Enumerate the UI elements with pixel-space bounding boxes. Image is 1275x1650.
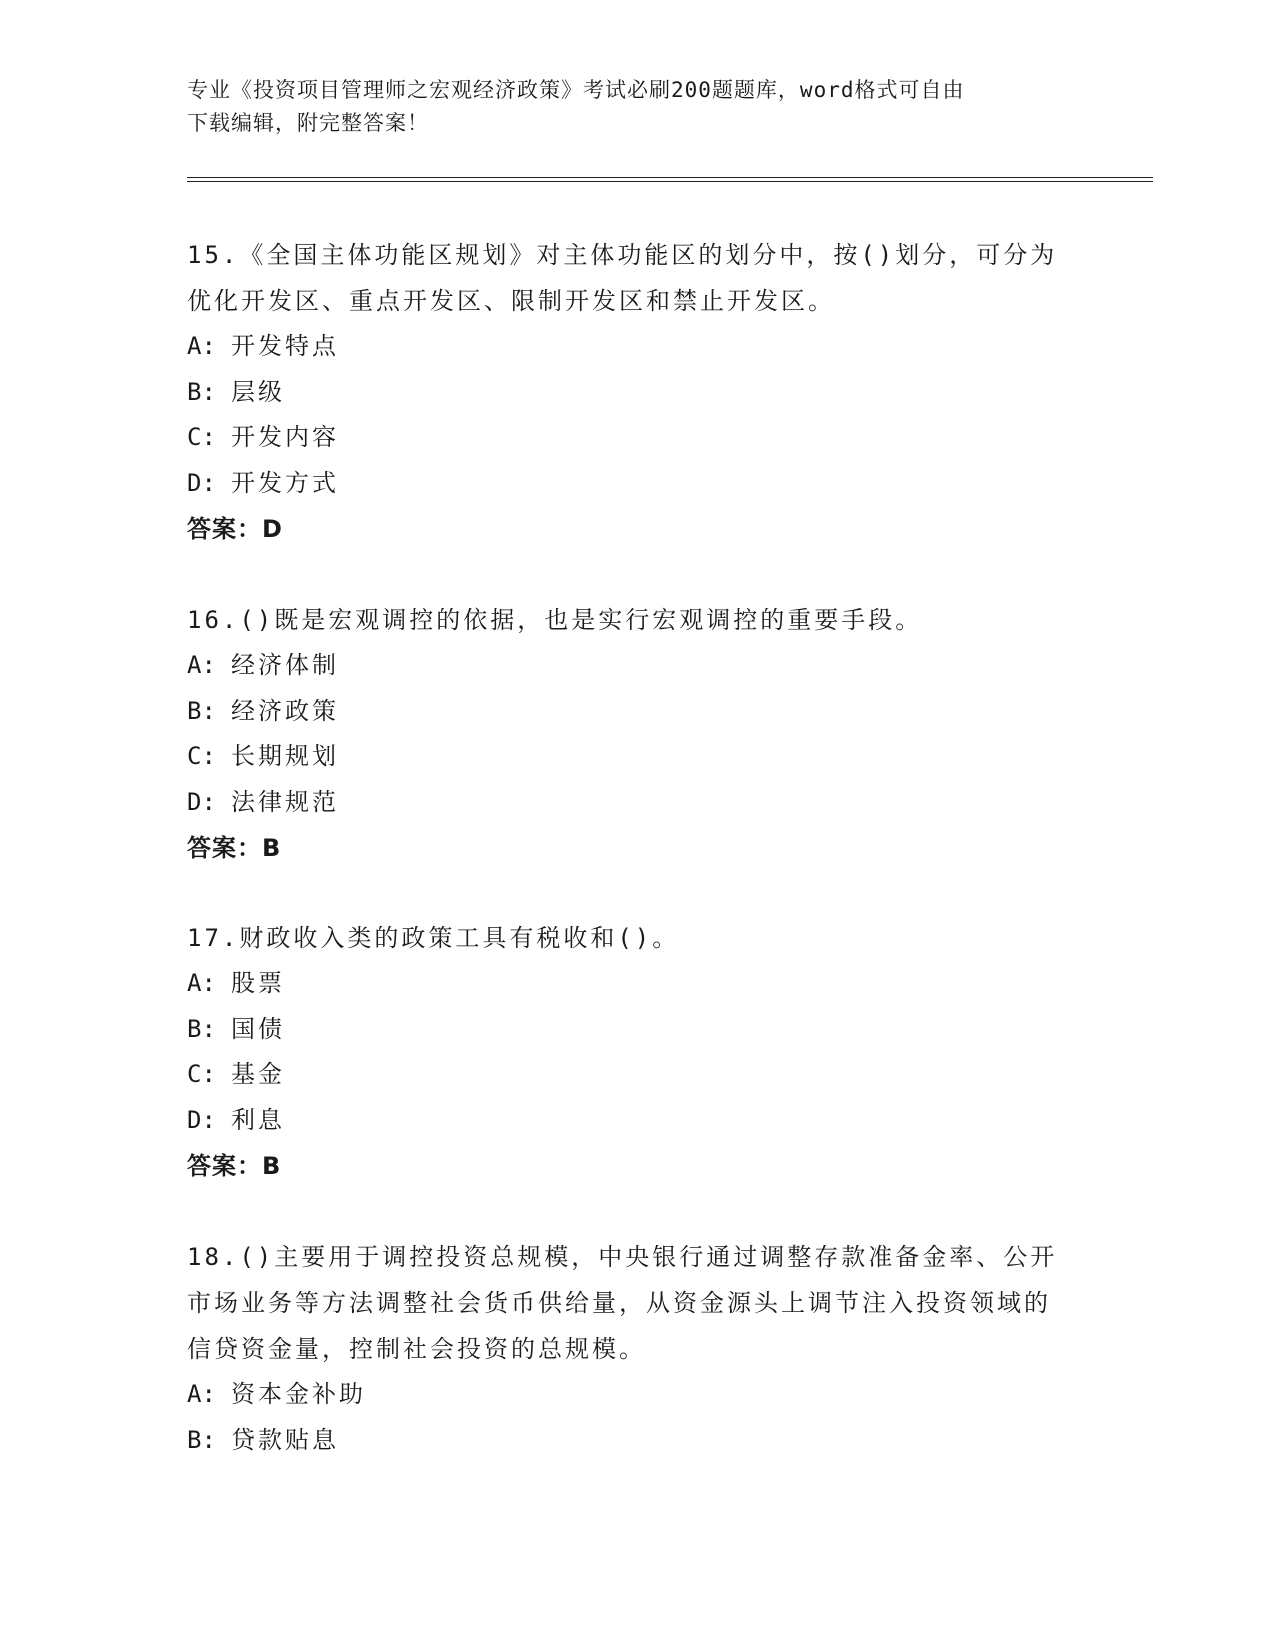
question-text: ()既是宏观调控的依据，也是实行宏观调控的重要手段。 <box>239 606 923 634</box>
option-text: 经济体制 <box>231 651 339 679</box>
question-number: 17. <box>187 924 240 952</box>
option-label: A: <box>187 1380 216 1408</box>
option-label: B: <box>187 1014 216 1043</box>
option-a <box>187 643 1067 689</box>
option-label: A: <box>187 651 216 679</box>
option-text: 贷款贴息 <box>231 1425 339 1454</box>
option-text: 长期规划 <box>231 742 339 770</box>
option-a <box>187 324 1067 370</box>
option-label: C: <box>187 1060 216 1088</box>
header-line-2: 下载编辑，附完整答案！ <box>187 111 429 135</box>
header-divider-bottom <box>187 181 1153 182</box>
question-number: 18. <box>187 1243 240 1271</box>
option-d <box>187 1098 1067 1144</box>
question-text: 《全国主体功能区规划》对主体功能区的划分中，按()划分，可分为优化开发区、重点开发区、限制开发区和禁止开发区。 <box>187 241 1058 315</box>
option-label: D: <box>187 468 216 497</box>
option-text: 开发方式 <box>231 468 339 497</box>
option-b <box>187 1007 1067 1053</box>
question-17 <box>187 915 1067 1189</box>
option-b <box>187 689 1067 735</box>
option-b <box>187 1418 1067 1464</box>
option-text: 开发内容 <box>231 423 339 451</box>
option-a <box>187 961 1067 1007</box>
option-b <box>187 370 1067 416</box>
option-text: 资本金补助 <box>231 1380 366 1408</box>
option-c <box>187 415 1067 461</box>
option-d <box>187 780 1067 826</box>
option-label: B: <box>187 1425 216 1454</box>
answer: 答案：B <box>187 1152 282 1180</box>
option-text: 开发特点 <box>231 332 339 360</box>
option-text: 股票 <box>231 969 285 997</box>
question-text: ()主要用于调控投资总规模，中央银行通过调整存款准备金率、公开市场业务等方法调整社会货币供给量，从资金源头上调节注入投资领域的信贷资金量，控制社会投资的总规模。 <box>187 1243 1058 1363</box>
option-label: D: <box>187 787 216 816</box>
option-c <box>187 1052 1067 1098</box>
question-15 <box>187 232 1067 552</box>
question-number: 16. <box>187 606 240 634</box>
option-label: D: <box>187 1105 216 1134</box>
option-label: B: <box>187 377 216 406</box>
question-stem <box>187 915 1067 961</box>
option-text: 层级 <box>231 377 285 406</box>
answer: 答案：D <box>187 515 283 543</box>
option-label: A: <box>187 332 216 360</box>
option-text: 基金 <box>231 1060 285 1088</box>
option-label: C: <box>187 742 216 770</box>
question-stem <box>187 597 1067 643</box>
option-label: B: <box>187 696 216 725</box>
option-text: 经济政策 <box>231 696 339 725</box>
option-text: 法律规范 <box>231 787 339 816</box>
question-16 <box>187 597 1067 871</box>
question-text: 财政收入类的政策工具有税收和()。 <box>239 924 680 952</box>
document-header <box>187 74 1087 140</box>
header-line-1: 专业《投资项目管理师之宏观经济政策》考试必刷200题题库，word格式可自由 <box>187 78 965 102</box>
option-c <box>187 734 1067 780</box>
question-number: 15. <box>187 241 240 269</box>
header-divider-top <box>187 177 1153 178</box>
option-text: 国债 <box>231 1014 285 1043</box>
option-text: 利息 <box>231 1105 285 1134</box>
option-label: A: <box>187 969 216 997</box>
question-18 <box>187 1234 1067 1463</box>
option-a <box>187 1372 1067 1418</box>
option-label: C: <box>187 423 216 451</box>
question-stem <box>187 1234 1067 1372</box>
answer: 答案：B <box>187 834 282 862</box>
question-stem <box>187 232 1067 324</box>
option-d <box>187 461 1067 507</box>
